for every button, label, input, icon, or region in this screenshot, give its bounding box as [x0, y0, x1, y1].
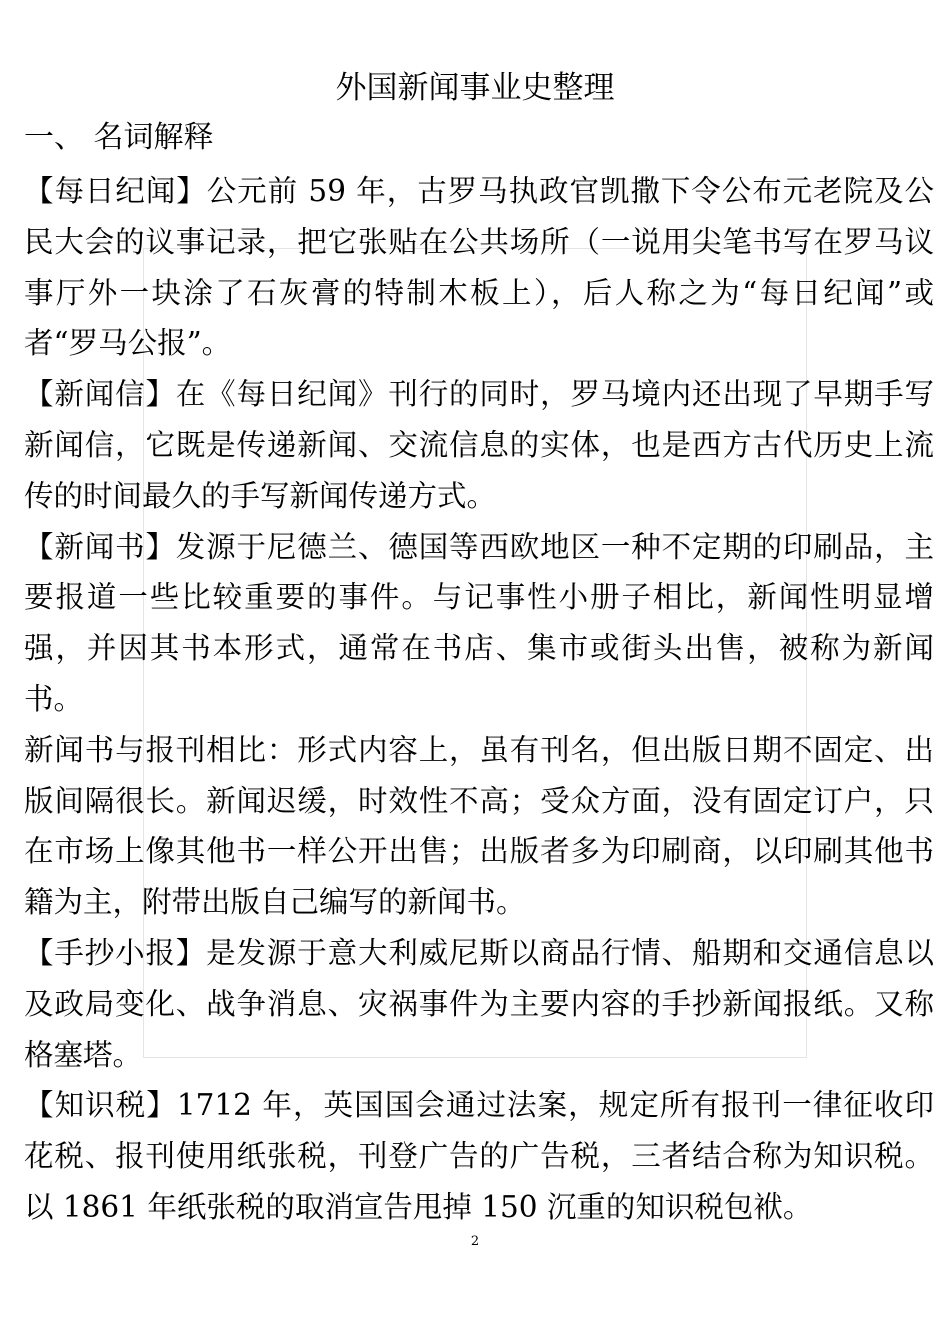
document-title: 外国新闻事业史整理 [335, 70, 615, 106]
paragraph-news-book: 【新闻书】发源于尼德兰、德国等西欧地区一种不定期的印刷品，主要报道一些比较重要的事件。与记事性小册子相比，新闻性明显增强，并因其书本形式，通常在书店、集市或街头出售，被称为新闻书。 [24, 529, 934, 716]
paragraph-handwritten-newspaper: 【手抄小报】是发源于意大利威尼斯以商品行情、船期和交通信息以及政局变化、战争消息、灾祸事件为主要内容的手抄新闻报纸。又称格塞塔。 [24, 935, 934, 1072]
paragraph-news-book-comparison: 新闻书与报刊相比：形式内容上，虽有刊名，但出版日期不固定、出版间隔很长。新闻迟缓，时效性不高；受众方面，没有固定订户，只在市场上像其他书一样公开出售；出版者多为印刷商，以印刷其他书籍为主，附带出版自己编写的新闻书。 [24, 732, 934, 920]
paragraph-knowledge-tax: 【知识税】1712 年，英国国会通过法案，规定所有报刊一律征收印花税、报刊使用纸张税，刊登广告的广告税，三者结合称为知识税。以 1861 年纸张税的取消宣告甩掉 150 沉重的知识税包袱。 [24, 1088, 934, 1224]
document-body [24, 166, 934, 1233]
page-number: 2 [470, 1234, 480, 1249]
section-heading: 一、 名词解释 [24, 120, 214, 155]
paragraph-news-letter: 【新闻信】在《每日纪闻》刊行的同时，罗马境内还出现了早期手写新闻信，它既是传递新闻、交流信息的实体，也是西方古代历史上流传的时间最久的手写新闻传递方式。 [24, 377, 934, 513]
paragraph-daily-news: 【每日纪闻】公元前 59 年，古罗马执政官凯撒下令公布元老院及公民大会的议事记录，把它张贴在公共场所（一说用尖笔书写在罗马议事厅外一块涂了石灰膏的特制木板上），后人称之为“每日纪闻”或者“罗马公报”。 [24, 174, 934, 361]
